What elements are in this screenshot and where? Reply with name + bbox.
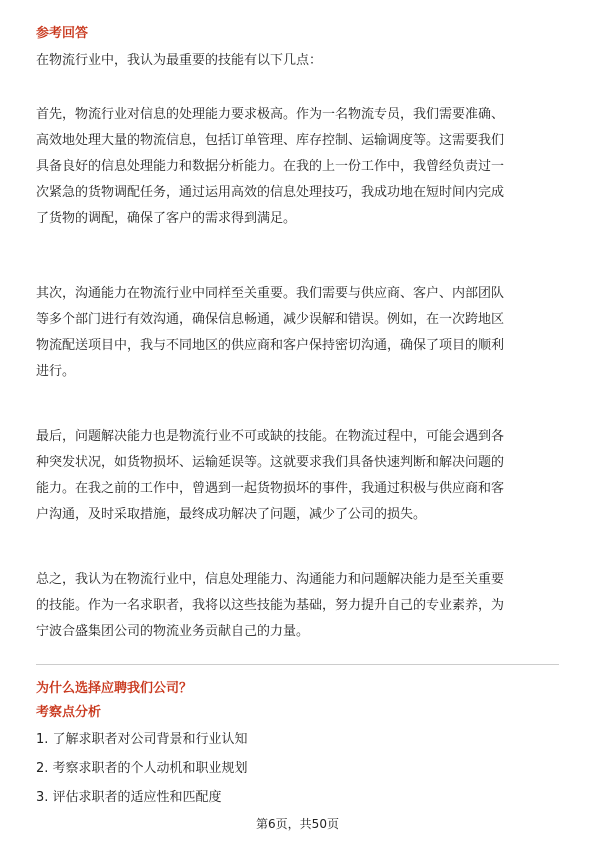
paragraph-second (36, 281, 559, 385)
answer-heading: 参考回答 (36, 26, 89, 41)
next-question-heading: 为什么选择应聘我们公司？ (36, 681, 193, 696)
paragraph-line: 具备良好的信息处理能力和数据分析能力。在我的上一份工作中，我曾经负责过一 (36, 159, 505, 174)
paragraph-first (36, 102, 559, 232)
paragraph-line: 宁波合盛集团公司的物流业务贡献自己的力量。 (36, 624, 310, 639)
paragraph-line: 其次，沟通能力在物流行业中同样至关重要。我们需要与供应商、客户、内部团队 (36, 286, 505, 301)
paragraph-line: 高效地处理大量的物流信息，包括订单管理、库存控制、运输调度等。这需要我们 (36, 133, 505, 148)
paragraph-line: 的技能。作为一名求职者，我将以这些技能为基础，努力提升自己的专业素养，为 (36, 598, 505, 613)
paragraph-conclusion (36, 567, 559, 645)
intro-line: 在物流行业中，我认为最重要的技能有以下几点： (36, 53, 323, 68)
paragraph-line: 物流配送项目中，我与不同地区的供应商和客户保持密切沟通，确保了项目的顺利 (36, 338, 505, 353)
paragraph-third (36, 424, 559, 528)
paragraph-line: 最后，问题解决能力也是物流行业不可或缺的技能。在物流过程中，可能会遇到各 (36, 429, 505, 444)
analysis-list-item: 1. 了解求职者对公司背景和行业认知 (36, 732, 248, 747)
paragraph-line: 等多个部门进行有效沟通，确保信息畅通，减少误解和错误。例如，在一次跨地区 (36, 312, 505, 327)
intro-paragraph (36, 48, 559, 74)
paragraph-line: 户沟通，及时采取措施，最终成功解决了问题，减少了公司的损失。 (36, 507, 427, 522)
paragraph-line: 总之，我认为在物流行业中，信息处理能力、沟通能力和问题解决能力是至关重要 (36, 572, 505, 587)
analysis-list-item: 2. 考察求职者的个人动机和职业规划 (36, 761, 248, 776)
paragraph-line: 次紧急的货物调配任务，通过运用高效的信息处理技巧，我成功地在短时间内完成 (36, 185, 505, 200)
paragraph-line: 进行。 (36, 364, 76, 379)
paragraph-line: 了货物的调配，确保了客户的需求得到满足。 (36, 211, 297, 226)
analysis-heading: 考察点分析 (36, 705, 102, 720)
paragraph-line: 首先，物流行业对信息的处理能力要求极高。作为一名物流专员，我们需要准确、 (36, 107, 505, 122)
section-divider (36, 664, 559, 665)
paragraph-line: 种突发状况，如货物损坏、运输延误等。这就要求我们具备快速判断和解决问题的 (36, 455, 505, 470)
analysis-list-item: 3. 评估求职者的适应性和匹配度 (36, 790, 222, 805)
page-number-footer: 第6页，共50页 (256, 817, 339, 831)
paragraph-line: 能力。在我之前的工作中，曾遇到一起货物损坏的事件，我通过积极与供应商和客 (36, 481, 505, 496)
